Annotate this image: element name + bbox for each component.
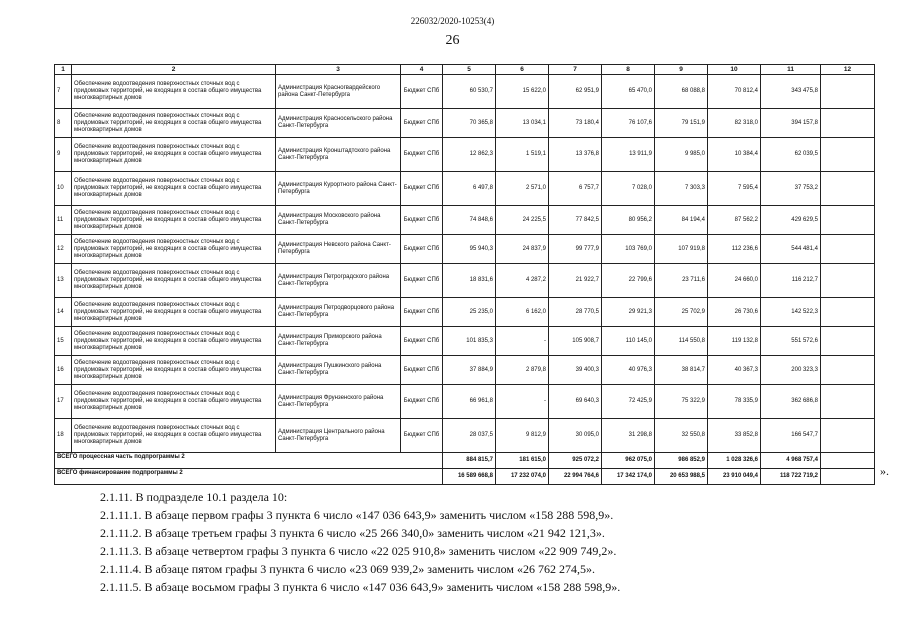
table-row xyxy=(55,264,875,298)
amendment-item: 2.1.11.2. В абзаце третьем графы 3 пункта 6 число «25 266 340,0» заменить числом «21 942 121,3». xyxy=(100,526,605,540)
amount-cell: 6 162,0 xyxy=(496,298,549,327)
funding-source: Бюджет СПб xyxy=(401,206,443,235)
total-amount: 962 075,0 xyxy=(602,453,655,469)
total-amount: 23 910 049,4 xyxy=(708,469,761,485)
funding-source: Бюджет СПб xyxy=(401,138,443,172)
executor: Администрация Центрального района Санкт-Петербурга xyxy=(276,419,401,453)
executor: Администрация Красногвардейского района Санкт-Петербурга xyxy=(276,75,401,109)
executor: Администрация Невского района Санкт-Петербурга xyxy=(276,235,401,264)
total-amount: 1 028 326,6 xyxy=(708,453,761,469)
total-amount: 17 232 074,0 xyxy=(496,469,549,485)
amount-cell: 7 303,3 xyxy=(655,172,708,206)
amount-cell: 18 831,6 xyxy=(443,264,496,298)
amendment-heading: 2.1.11. В подразделе 10.1 раздела 10: xyxy=(100,490,288,504)
amount-cell: 84 194,4 xyxy=(655,206,708,235)
document-number: 226032/2020-10253(4) xyxy=(410,16,495,26)
column-header: 10 xyxy=(708,65,761,75)
amount-cell: 62 039,5 xyxy=(761,138,821,172)
row-number: 13 xyxy=(55,264,72,298)
table-row xyxy=(55,109,875,138)
activity-description: Обеспечение водоотведения поверхностных сточных вод с придомовых территорий, не входящих в состав общего имущества многоквартирных домов xyxy=(72,138,276,172)
amount-cell: 110 145,0 xyxy=(602,327,655,356)
funding-source: Бюджет СПб xyxy=(401,264,443,298)
executor: Администрация Московского района Санкт-Петербурга xyxy=(276,206,401,235)
executor: Администрация Петроградского района Санкт-Петербурга xyxy=(276,264,401,298)
row-number: 14 xyxy=(55,298,72,327)
total-amount: 884 815,7 xyxy=(443,453,496,469)
column-header: 1 xyxy=(55,65,72,75)
activity-description: Обеспечение водоотведения поверхностных сточных вод с придомовых территорий, не входящих в состав общего имущества многоквартирных домов xyxy=(72,327,276,356)
amount-cell: 13 034,1 xyxy=(496,109,549,138)
total-amount: 118 722 719,2 xyxy=(761,469,821,485)
total-amount: 925 072,2 xyxy=(549,453,602,469)
funding-source: Бюджет СПб xyxy=(401,235,443,264)
funding-source: Бюджет СПб xyxy=(401,327,443,356)
amount-cell xyxy=(821,235,875,264)
amount-cell: 9 985,0 xyxy=(655,138,708,172)
amount-cell: 31 298,8 xyxy=(602,419,655,453)
amount-cell xyxy=(821,206,875,235)
amount-cell: 69 640,3 xyxy=(549,385,602,419)
amount-cell: 2 879,8 xyxy=(496,356,549,385)
activity-description: Обеспечение водоотведения поверхностных сточных вод с придомовых территорий, не входящих в состав общего имущества многоквартирных домов xyxy=(72,419,276,453)
total-amount xyxy=(821,453,875,469)
total-amount: 16 589 668,8 xyxy=(443,469,496,485)
amount-cell: 74 848,6 xyxy=(443,206,496,235)
column-header: 9 xyxy=(655,65,708,75)
amount-cell xyxy=(821,385,875,419)
total-amount: 17 342 174,0 xyxy=(602,469,655,485)
executor: Администрация Пушкинского района Санкт-Петербурга xyxy=(276,356,401,385)
activity-description: Обеспечение водоотведения поверхностных сточных вод с придомовых территорий, не входящих в состав общего имущества многоквартирных домов xyxy=(72,356,276,385)
table-row xyxy=(55,235,875,264)
amount-cell: 62 951,9 xyxy=(549,75,602,109)
amount-cell: 70 365,8 xyxy=(443,109,496,138)
funding-source: Бюджет СПб xyxy=(401,75,443,109)
amount-cell: 429 629,5 xyxy=(761,206,821,235)
amount-cell: 551 572,6 xyxy=(761,327,821,356)
total-row xyxy=(55,469,875,485)
amount-cell xyxy=(821,138,875,172)
activity-description: Обеспечение водоотведения поверхностных сточных вод с придомовых территорий, не входящих в состав общего имущества многоквартирных домов xyxy=(72,109,276,138)
amount-cell: 15 622,0 xyxy=(496,75,549,109)
amount-cell xyxy=(821,419,875,453)
amount-cell: 1 519,1 xyxy=(496,138,549,172)
table-row xyxy=(55,138,875,172)
amount-cell: 68 088,8 xyxy=(655,75,708,109)
amount-cell: 24 837,9 xyxy=(496,235,549,264)
amendment-item: 2.1.11.1. В абзаце первом графы 3 пункта 6 число «147 036 643,9» заменить числом «158 288 598,9». xyxy=(100,508,614,522)
amount-cell: 30 095,0 xyxy=(549,419,602,453)
amount-cell: 4 287,2 xyxy=(496,264,549,298)
total-amount: 986 852,9 xyxy=(655,453,708,469)
column-header: 8 xyxy=(602,65,655,75)
table-row xyxy=(55,327,875,356)
amendment-item: 2.1.11.4. В абзаце пятом графы 3 пункта 6 число «23 069 939,2» заменить числом «26 762 274,5». xyxy=(100,562,595,576)
amount-cell: 73 180,4 xyxy=(549,109,602,138)
total-amount xyxy=(821,469,875,485)
total-amount: 22 994 764,6 xyxy=(549,469,602,485)
column-header: 11 xyxy=(761,65,821,75)
row-number: 10 xyxy=(55,172,72,206)
row-number: 15 xyxy=(55,327,72,356)
amount-cell: 12 862,3 xyxy=(443,138,496,172)
amount-cell: 28 037,5 xyxy=(443,419,496,453)
executor: Администрация Кронштадтского района Санкт-Петербурга xyxy=(276,138,401,172)
total-amount: 20 653 988,5 xyxy=(655,469,708,485)
amount-cell xyxy=(821,172,875,206)
table-row xyxy=(55,206,875,235)
amount-cell: 13 376,8 xyxy=(549,138,602,172)
amount-cell: 76 107,6 xyxy=(602,109,655,138)
amount-cell xyxy=(821,75,875,109)
amount-cell: 21 922,7 xyxy=(549,264,602,298)
amount-cell: 87 562,2 xyxy=(708,206,761,235)
amount-cell: 24 660,0 xyxy=(708,264,761,298)
executor: Администрация Петродворцового района Санкт-Петербурга xyxy=(276,298,401,327)
amount-cell: 80 956,2 xyxy=(602,206,655,235)
amount-cell: 40 976,3 xyxy=(602,356,655,385)
table-header-row xyxy=(55,65,875,75)
amount-cell: 112 236,6 xyxy=(708,235,761,264)
funding-source: Бюджет СПб xyxy=(401,385,443,419)
table-row xyxy=(55,356,875,385)
amount-cell: 362 686,8 xyxy=(761,385,821,419)
amount-cell: 119 132,8 xyxy=(708,327,761,356)
column-header: 3 xyxy=(276,65,401,75)
row-number: 9 xyxy=(55,138,72,172)
funding-source: Бюджет СПб xyxy=(401,419,443,453)
amount-cell: 544 481,4 xyxy=(761,235,821,264)
row-number: 7 xyxy=(55,75,72,109)
amount-cell: - xyxy=(496,385,549,419)
activity-description: Обеспечение водоотведения поверхностных сточных вод с придомовых территорий, не входящих в состав общего имущества многоквартирных домов xyxy=(72,298,276,327)
amount-cell xyxy=(821,356,875,385)
table-row xyxy=(55,75,875,109)
funding-source: Бюджет СПб xyxy=(401,109,443,138)
amount-cell: 105 908,7 xyxy=(549,327,602,356)
table-row xyxy=(55,298,875,327)
column-header: 12 xyxy=(821,65,875,75)
row-number: 11 xyxy=(55,206,72,235)
amendment-item: 2.1.11.5. В абзаце восьмом графы 3 пункта 6 число «147 036 643,9» заменить числом «158 288 598,9». xyxy=(100,580,621,594)
amount-cell: 6 757,7 xyxy=(549,172,602,206)
executor: Администрация Фрунзенского района Санкт-Петербурга xyxy=(276,385,401,419)
amount-cell xyxy=(821,264,875,298)
amount-cell: 2 571,0 xyxy=(496,172,549,206)
amendment-item: 2.1.11.3. В абзаце четвертом графы 3 пункта 6 число «22 025 910,8» заменить числом «22 909 749,2». xyxy=(100,544,617,558)
amount-cell: 22 799,6 xyxy=(602,264,655,298)
amount-cell: 38 814,7 xyxy=(655,356,708,385)
amount-cell: 79 151,9 xyxy=(655,109,708,138)
table-row xyxy=(55,419,875,453)
row-number: 12 xyxy=(55,235,72,264)
funding-source: Бюджет СПб xyxy=(401,298,443,327)
row-number: 8 xyxy=(55,109,72,138)
amount-cell: 82 318,0 xyxy=(708,109,761,138)
amount-cell: 78 335,9 xyxy=(708,385,761,419)
amount-cell: 10 384,4 xyxy=(708,138,761,172)
amount-cell: 33 852,8 xyxy=(708,419,761,453)
amount-cell: 37 884,9 xyxy=(443,356,496,385)
amount-cell xyxy=(821,109,875,138)
amount-cell: 103 769,0 xyxy=(602,235,655,264)
column-header: 7 xyxy=(549,65,602,75)
funding-source: Бюджет СПб xyxy=(401,356,443,385)
total-label: ВСЕГО процессная часть подпрограммы 2 xyxy=(55,453,443,469)
amount-cell: 75 322,9 xyxy=(655,385,708,419)
executor: Администрация Приморского района Санкт-Петербурга xyxy=(276,327,401,356)
amount-cell: 101 835,3 xyxy=(443,327,496,356)
amount-cell: 25 702,9 xyxy=(655,298,708,327)
total-amount: 4 968 757,4 xyxy=(761,453,821,469)
executor: Администрация Красносельского района Санкт-Петербурга xyxy=(276,109,401,138)
amount-cell: 343 475,8 xyxy=(761,75,821,109)
amount-cell: 40 367,3 xyxy=(708,356,761,385)
amount-cell: 95 940,3 xyxy=(443,235,496,264)
column-header: 2 xyxy=(72,65,276,75)
activity-description: Обеспечение водоотведения поверхностных сточных вод с придомовых территорий, не входящих в состав общего имущества многоквартирных домов xyxy=(72,264,276,298)
amount-cell: 13 911,9 xyxy=(602,138,655,172)
activity-description: Обеспечение водоотведения поверхностных сточных вод с придомовых территорий, не входящих в состав общего имущества многоквартирных домов xyxy=(72,385,276,419)
amount-cell: 24 225,5 xyxy=(496,206,549,235)
executor: Администрация Курортного района Санкт-Петербурга xyxy=(276,172,401,206)
amount-cell: 32 550,8 xyxy=(655,419,708,453)
total-label: ВСЕГО финансирование подпрограммы 2 xyxy=(55,469,443,485)
row-number: 16 xyxy=(55,356,72,385)
amount-cell: 114 550,8 xyxy=(655,327,708,356)
amount-cell: 107 919,8 xyxy=(655,235,708,264)
amount-cell: 66 961,8 xyxy=(443,385,496,419)
amount-cell: - xyxy=(496,327,549,356)
amount-cell: 7 595,4 xyxy=(708,172,761,206)
activity-description: Обеспечение водоотведения поверхностных сточных вод с придомовых территорий, не входящих в состав общего имущества многоквартирных домов xyxy=(72,206,276,235)
total-amount: 181 615,0 xyxy=(496,453,549,469)
amount-cell xyxy=(821,298,875,327)
row-number: 17 xyxy=(55,385,72,419)
closing-quote: ». xyxy=(880,464,889,478)
page-number: 26 xyxy=(445,33,460,48)
amount-cell: 26 730,6 xyxy=(708,298,761,327)
column-header: 6 xyxy=(496,65,549,75)
amount-cell: 23 711,6 xyxy=(655,264,708,298)
amount-cell: 28 770,5 xyxy=(549,298,602,327)
amount-cell: 60 530,7 xyxy=(443,75,496,109)
amount-cell xyxy=(821,327,875,356)
column-header: 4 xyxy=(401,65,443,75)
activity-description: Обеспечение водоотведения поверхностных сточных вод с придомовых территорий, не входящих в состав общего имущества многоквартирных домов xyxy=(72,75,276,109)
amount-cell: 99 777,9 xyxy=(549,235,602,264)
amount-cell: 116 212,7 xyxy=(761,264,821,298)
amount-cell: 142 522,3 xyxy=(761,298,821,327)
table-row xyxy=(55,385,875,419)
amount-cell: 39 400,3 xyxy=(549,356,602,385)
funding-source: Бюджет СПб xyxy=(401,172,443,206)
amount-cell: 77 842,5 xyxy=(549,206,602,235)
funding-table xyxy=(54,64,875,485)
amount-cell: 166 547,7 xyxy=(761,419,821,453)
amount-cell: 37 753,2 xyxy=(761,172,821,206)
amount-cell: 200 323,3 xyxy=(761,356,821,385)
amount-cell: 65 470,0 xyxy=(602,75,655,109)
amount-cell: 6 497,8 xyxy=(443,172,496,206)
amount-cell: 29 921,3 xyxy=(602,298,655,327)
row-number: 18 xyxy=(55,419,72,453)
amount-cell: 7 028,0 xyxy=(602,172,655,206)
table-row xyxy=(55,172,875,206)
total-row xyxy=(55,453,875,469)
column-header: 5 xyxy=(443,65,496,75)
amount-cell: 70 812,4 xyxy=(708,75,761,109)
amount-cell: 394 157,8 xyxy=(761,109,821,138)
amount-cell: 25 235,0 xyxy=(443,298,496,327)
activity-description: Обеспечение водоотведения поверхностных сточных вод с придомовых территорий, не входящих в состав общего имущества многоквартирных домов xyxy=(72,172,276,206)
activity-description: Обеспечение водоотведения поверхностных сточных вод с придомовых территорий, не входящих в состав общего имущества многоквартирных домов xyxy=(72,235,276,264)
amount-cell: 72 425,9 xyxy=(602,385,655,419)
amount-cell: 9 812,9 xyxy=(496,419,549,453)
